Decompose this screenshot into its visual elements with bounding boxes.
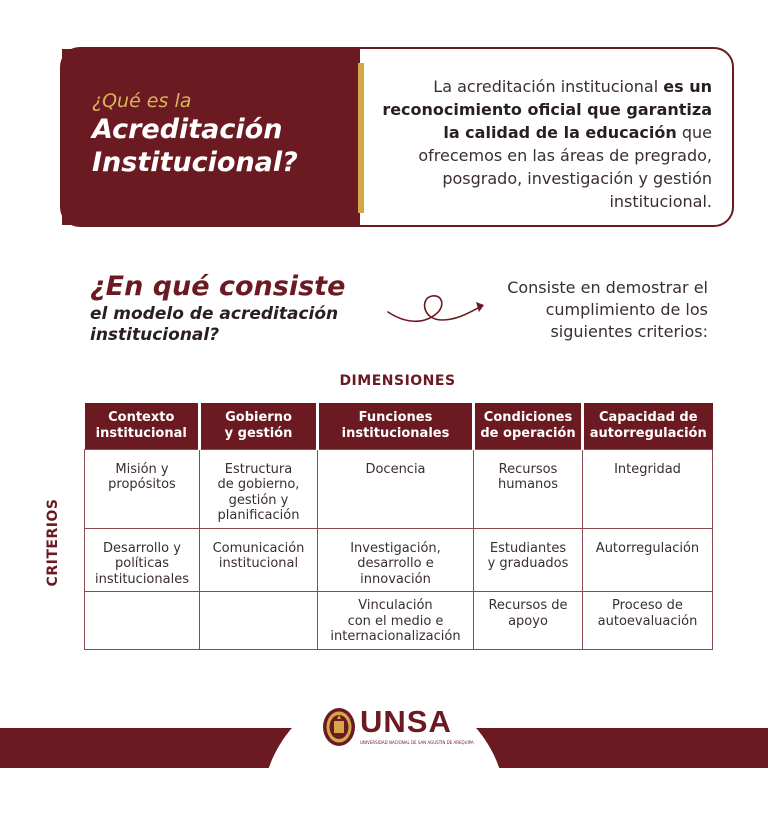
hero-desc-part: La acreditación institucional — [433, 77, 664, 96]
table-row — [85, 449, 713, 528]
header-capacidad: Capacidad de autorregulación — [583, 403, 713, 449]
table-cell: Comunicación institucional — [200, 528, 318, 592]
table-row — [85, 592, 713, 650]
hero-subtitle: ¿Qué es la — [92, 90, 192, 112]
university-seal-icon — [322, 707, 356, 747]
table-cell: Integridad — [583, 449, 713, 528]
table-cell: Misión y propósitos — [85, 449, 200, 528]
model-answer-line2: cumplimiento de los — [545, 300, 708, 319]
table-cell-empty — [200, 592, 318, 650]
header-funciones: Funciones institucionales — [318, 403, 474, 449]
table-cell: Estructura de gobierno, gestión y planificación — [200, 449, 318, 528]
table-cell: Recursos humanos — [474, 449, 583, 528]
unsa-logo — [322, 704, 474, 751]
model-subtitle-line2: institucional? — [90, 325, 220, 345]
hero-card — [60, 47, 734, 227]
header-contexto: Contexto institucional — [85, 403, 200, 449]
hero-desc-highlight: es un reconocimiento oficial que garantiza la calidad de la educación — [382, 77, 712, 142]
model-answer-line1: Consiste en demostrar el — [507, 278, 708, 297]
logo-text: UNSA — [360, 704, 452, 739]
dimensions-label: DIMENSIONES — [339, 373, 456, 389]
table-cell: Vinculación con el medio e internacionalización — [318, 592, 474, 650]
table-cell: Autorregulación — [583, 528, 713, 592]
criteria-table — [84, 403, 713, 650]
header-gobierno: Gobierno y gestión — [200, 403, 318, 449]
hero-title-line1: Acreditación — [92, 114, 283, 145]
model-subtitle-line1: el modelo de acreditación — [90, 304, 339, 324]
hero-description — [376, 75, 712, 213]
criteria-label: CRITERIOS — [45, 498, 61, 587]
header-condiciones: Condiciones de operación — [474, 403, 583, 449]
hero-title-panel — [62, 49, 360, 225]
table-row — [85, 528, 713, 592]
hero-desc-part: que ofrecemos en las áreas de pregrado, posgrado, investigación y gestión institucional. — [418, 123, 712, 211]
table-cell-empty — [85, 592, 200, 650]
table-cell: Investigación, desarrollo e innovación — [318, 528, 474, 592]
table-cell: Recursos de apoyo — [474, 592, 583, 650]
hero-title-line2: Institucional? — [92, 147, 298, 178]
table-cell: Docencia — [318, 449, 474, 528]
table-cell: Desarrollo y políticas institucionales — [85, 528, 200, 592]
table-cell: Proceso de autoevaluación — [583, 592, 713, 650]
model-title: ¿En qué consiste — [90, 271, 346, 302]
model-answer-line3: siguientes criterios: — [550, 322, 708, 341]
table-cell: Estudiantes y graduados — [474, 528, 583, 592]
model-question — [90, 270, 390, 346]
model-answer — [470, 277, 708, 343]
table-header-row — [85, 403, 713, 449]
gold-divider — [358, 63, 364, 213]
logo-tagline: UNIVERSIDAD NACIONAL DE SAN AGUSTÍN DE AREQUIPA — [360, 740, 474, 745]
